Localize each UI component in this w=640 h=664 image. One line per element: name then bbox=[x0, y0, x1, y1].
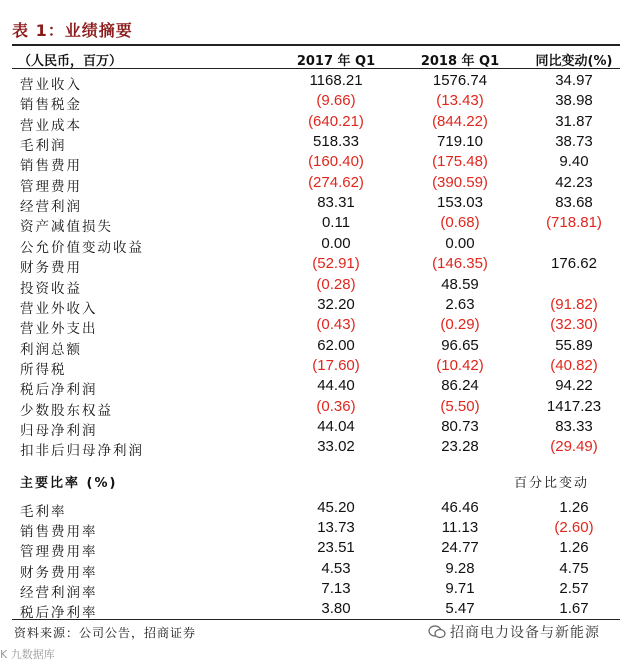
value-col1: 32.20 bbox=[317, 295, 355, 313]
value-col1: (0.43) bbox=[316, 316, 356, 334]
row-label: 销售税金 bbox=[20, 97, 82, 114]
value-col3: 42.23 bbox=[555, 173, 593, 191]
value-col1: (0.36) bbox=[316, 397, 356, 415]
row-label: 毛利率 bbox=[20, 504, 67, 520]
value-col3: (29.49) bbox=[550, 438, 598, 456]
table-row bbox=[12, 275, 620, 295]
value-col1: 33.02 bbox=[317, 438, 355, 456]
row-label: 营业外支出 bbox=[20, 321, 98, 338]
wechat-icon bbox=[428, 625, 446, 639]
ratios-section-col-label: 百分比变动 bbox=[514, 476, 590, 491]
value-col1: 1168.21 bbox=[309, 72, 363, 89]
value-col1: 4.53 bbox=[321, 559, 351, 577]
table-row bbox=[12, 71, 620, 91]
value-col2: 1576.74 bbox=[432, 72, 488, 89]
table-row bbox=[12, 295, 620, 315]
table-row bbox=[12, 336, 620, 356]
value-col2: (175.48) bbox=[432, 153, 488, 171]
value-col2: (390.59) bbox=[432, 173, 488, 191]
value-col2: 5.47 bbox=[445, 600, 475, 617]
value-col2: 9.71 bbox=[445, 579, 475, 597]
value-col1: (160.40) bbox=[308, 153, 364, 171]
table-row bbox=[12, 417, 620, 437]
value-col1: (0.28) bbox=[316, 275, 356, 293]
table-row bbox=[12, 132, 620, 155]
value-col3: 1.26 bbox=[559, 539, 589, 557]
table-row bbox=[12, 193, 620, 216]
value-col2: (146.35) bbox=[432, 255, 488, 273]
value-col2: (5.50) bbox=[440, 397, 480, 415]
row-label: 营业外收入 bbox=[20, 300, 98, 317]
value-col2: (10.42) bbox=[436, 356, 484, 374]
value-col3: 38.98 bbox=[555, 92, 593, 110]
ratio-row bbox=[12, 538, 620, 561]
value-col3: 31.87 bbox=[555, 112, 593, 130]
value-col1: (9.66) bbox=[316, 92, 356, 110]
row-label: 公允价值变动收益 bbox=[20, 239, 144, 256]
table-row bbox=[12, 234, 620, 254]
value-col3: 83.68 bbox=[555, 194, 593, 212]
table-row bbox=[12, 315, 620, 338]
value-col1: 3.80 bbox=[321, 600, 351, 617]
value-col3: 176.62 bbox=[551, 255, 597, 273]
row-label: 税后净利率 bbox=[20, 605, 98, 621]
row-label: 资产减值损失 bbox=[20, 219, 113, 236]
value-col1: 0.00 bbox=[321, 234, 351, 252]
row-label: 营业成本 bbox=[20, 117, 82, 134]
watermark-small: K 九数据库 bbox=[0, 648, 55, 661]
row-label: 管理费用率 bbox=[20, 544, 98, 561]
table-row bbox=[12, 356, 620, 376]
top-rule bbox=[12, 44, 620, 46]
table-title: 表 1：业绩摘要 bbox=[12, 21, 133, 40]
row-label: 归母净利润 bbox=[20, 422, 98, 439]
watermark-text: 招商电力设备与新能源 bbox=[450, 625, 600, 641]
value-col2: 0.00 bbox=[445, 234, 475, 252]
row-label: 投资收益 bbox=[20, 280, 82, 297]
table-row bbox=[12, 437, 620, 460]
value-col1: 7.13 bbox=[321, 579, 351, 597]
value-col1: 23.51 bbox=[317, 539, 355, 557]
table-header bbox=[12, 48, 620, 68]
value-col1: (52.91) bbox=[312, 255, 360, 273]
value-col3: 1417.23 bbox=[546, 397, 602, 415]
ratios-section-title: 主要比率 (%) bbox=[20, 476, 118, 491]
header-col-yoy: 同比变动(%) bbox=[535, 54, 613, 69]
value-col3: 1.26 bbox=[559, 499, 589, 516]
value-col2: 11.13 bbox=[441, 519, 479, 537]
row-label: 经营利润 bbox=[20, 199, 82, 216]
header-col-2017q1: 2017 年 Q1 bbox=[296, 54, 376, 69]
value-col2: 23.28 bbox=[441, 438, 479, 456]
value-col2: (0.68) bbox=[440, 214, 480, 232]
value-col1: 13.73 bbox=[317, 519, 355, 537]
row-label: 少数股东权益 bbox=[20, 402, 113, 419]
table-row bbox=[12, 397, 620, 417]
header-rule bbox=[12, 68, 620, 69]
value-col3: 2.57 bbox=[559, 579, 589, 597]
table-row bbox=[12, 112, 620, 132]
value-col3: (91.82) bbox=[550, 295, 598, 313]
table-row bbox=[12, 173, 620, 193]
row-label: 经营利润率 bbox=[20, 584, 98, 601]
row-label: 所得税 bbox=[20, 361, 67, 378]
value-col1: (274.62) bbox=[308, 173, 364, 191]
value-col1: 62.00 bbox=[317, 336, 355, 354]
value-col3: 55.89 bbox=[555, 336, 593, 354]
value-col2: 86.24 bbox=[441, 377, 479, 395]
value-col3: 83.33 bbox=[555, 417, 593, 435]
value-col2: 48.59 bbox=[441, 275, 479, 293]
value-col3: 4.75 bbox=[559, 559, 589, 577]
table-row bbox=[12, 254, 620, 277]
value-col3: (32.30) bbox=[550, 316, 598, 334]
value-col2: 24.77 bbox=[441, 539, 479, 557]
ratio-row bbox=[12, 579, 620, 599]
value-col2: 719.10 bbox=[437, 133, 483, 151]
value-col3: 94.22 bbox=[555, 377, 593, 395]
value-col3: 34.97 bbox=[555, 72, 593, 89]
ratio-row bbox=[12, 498, 620, 518]
row-label: 财务费用 bbox=[20, 260, 82, 277]
table-row bbox=[12, 213, 620, 236]
row-label: 管理费用 bbox=[20, 178, 82, 195]
value-col1: 45.20 bbox=[317, 499, 355, 516]
value-col2: 80.73 bbox=[441, 417, 479, 435]
value-col1: (17.60) bbox=[312, 356, 360, 374]
bottom-rule bbox=[12, 619, 620, 620]
row-label: 财务费用率 bbox=[20, 564, 98, 581]
row-label: 税后净利润 bbox=[20, 382, 98, 399]
value-col2: 96.65 bbox=[441, 336, 479, 354]
value-col2: (844.22) bbox=[432, 112, 488, 130]
value-col3: 1.67 bbox=[559, 600, 589, 617]
value-col1: 44.04 bbox=[317, 417, 355, 435]
ratio-row bbox=[12, 518, 620, 541]
source-note: 资料来源：公司公告，招商证券 bbox=[14, 626, 197, 640]
table-row bbox=[12, 91, 620, 114]
row-label: 利润总额 bbox=[20, 341, 82, 358]
value-col1: (640.21) bbox=[308, 112, 364, 130]
row-label: 营业收入 bbox=[20, 77, 82, 93]
row-label: 销售费用率 bbox=[20, 524, 98, 541]
value-col3: (718.81) bbox=[546, 214, 602, 232]
value-col2: 2.63 bbox=[445, 295, 475, 313]
table-row bbox=[12, 152, 620, 175]
value-col1: 83.31 bbox=[317, 194, 355, 212]
value-col3: 9.40 bbox=[559, 153, 589, 171]
value-col1: 0.11 bbox=[321, 214, 351, 232]
value-col1: 518.33 bbox=[313, 133, 359, 151]
value-col2: 153.03 bbox=[437, 194, 483, 212]
table-row bbox=[12, 376, 620, 399]
header-col-2018q1: 2018 年 Q1 bbox=[420, 54, 500, 69]
ratio-row bbox=[12, 599, 620, 619]
value-col2: (0.29) bbox=[440, 316, 480, 334]
watermark bbox=[428, 622, 600, 642]
ratio-row bbox=[12, 559, 620, 579]
row-label: 扣非后归母净利润 bbox=[20, 443, 144, 460]
header-unit: （人民币，百万） bbox=[18, 54, 123, 69]
value-col3: (2.60) bbox=[554, 519, 594, 537]
value-col2: 9.28 bbox=[445, 559, 475, 577]
value-col3: 38.73 bbox=[555, 133, 593, 151]
value-col2: 46.46 bbox=[441, 499, 479, 516]
value-col2: (13.43) bbox=[436, 92, 484, 110]
value-col3: (40.82) bbox=[550, 356, 598, 374]
row-label: 销售费用 bbox=[20, 158, 82, 175]
value-col1: 44.40 bbox=[317, 377, 355, 395]
row-label: 毛利润 bbox=[20, 138, 67, 155]
